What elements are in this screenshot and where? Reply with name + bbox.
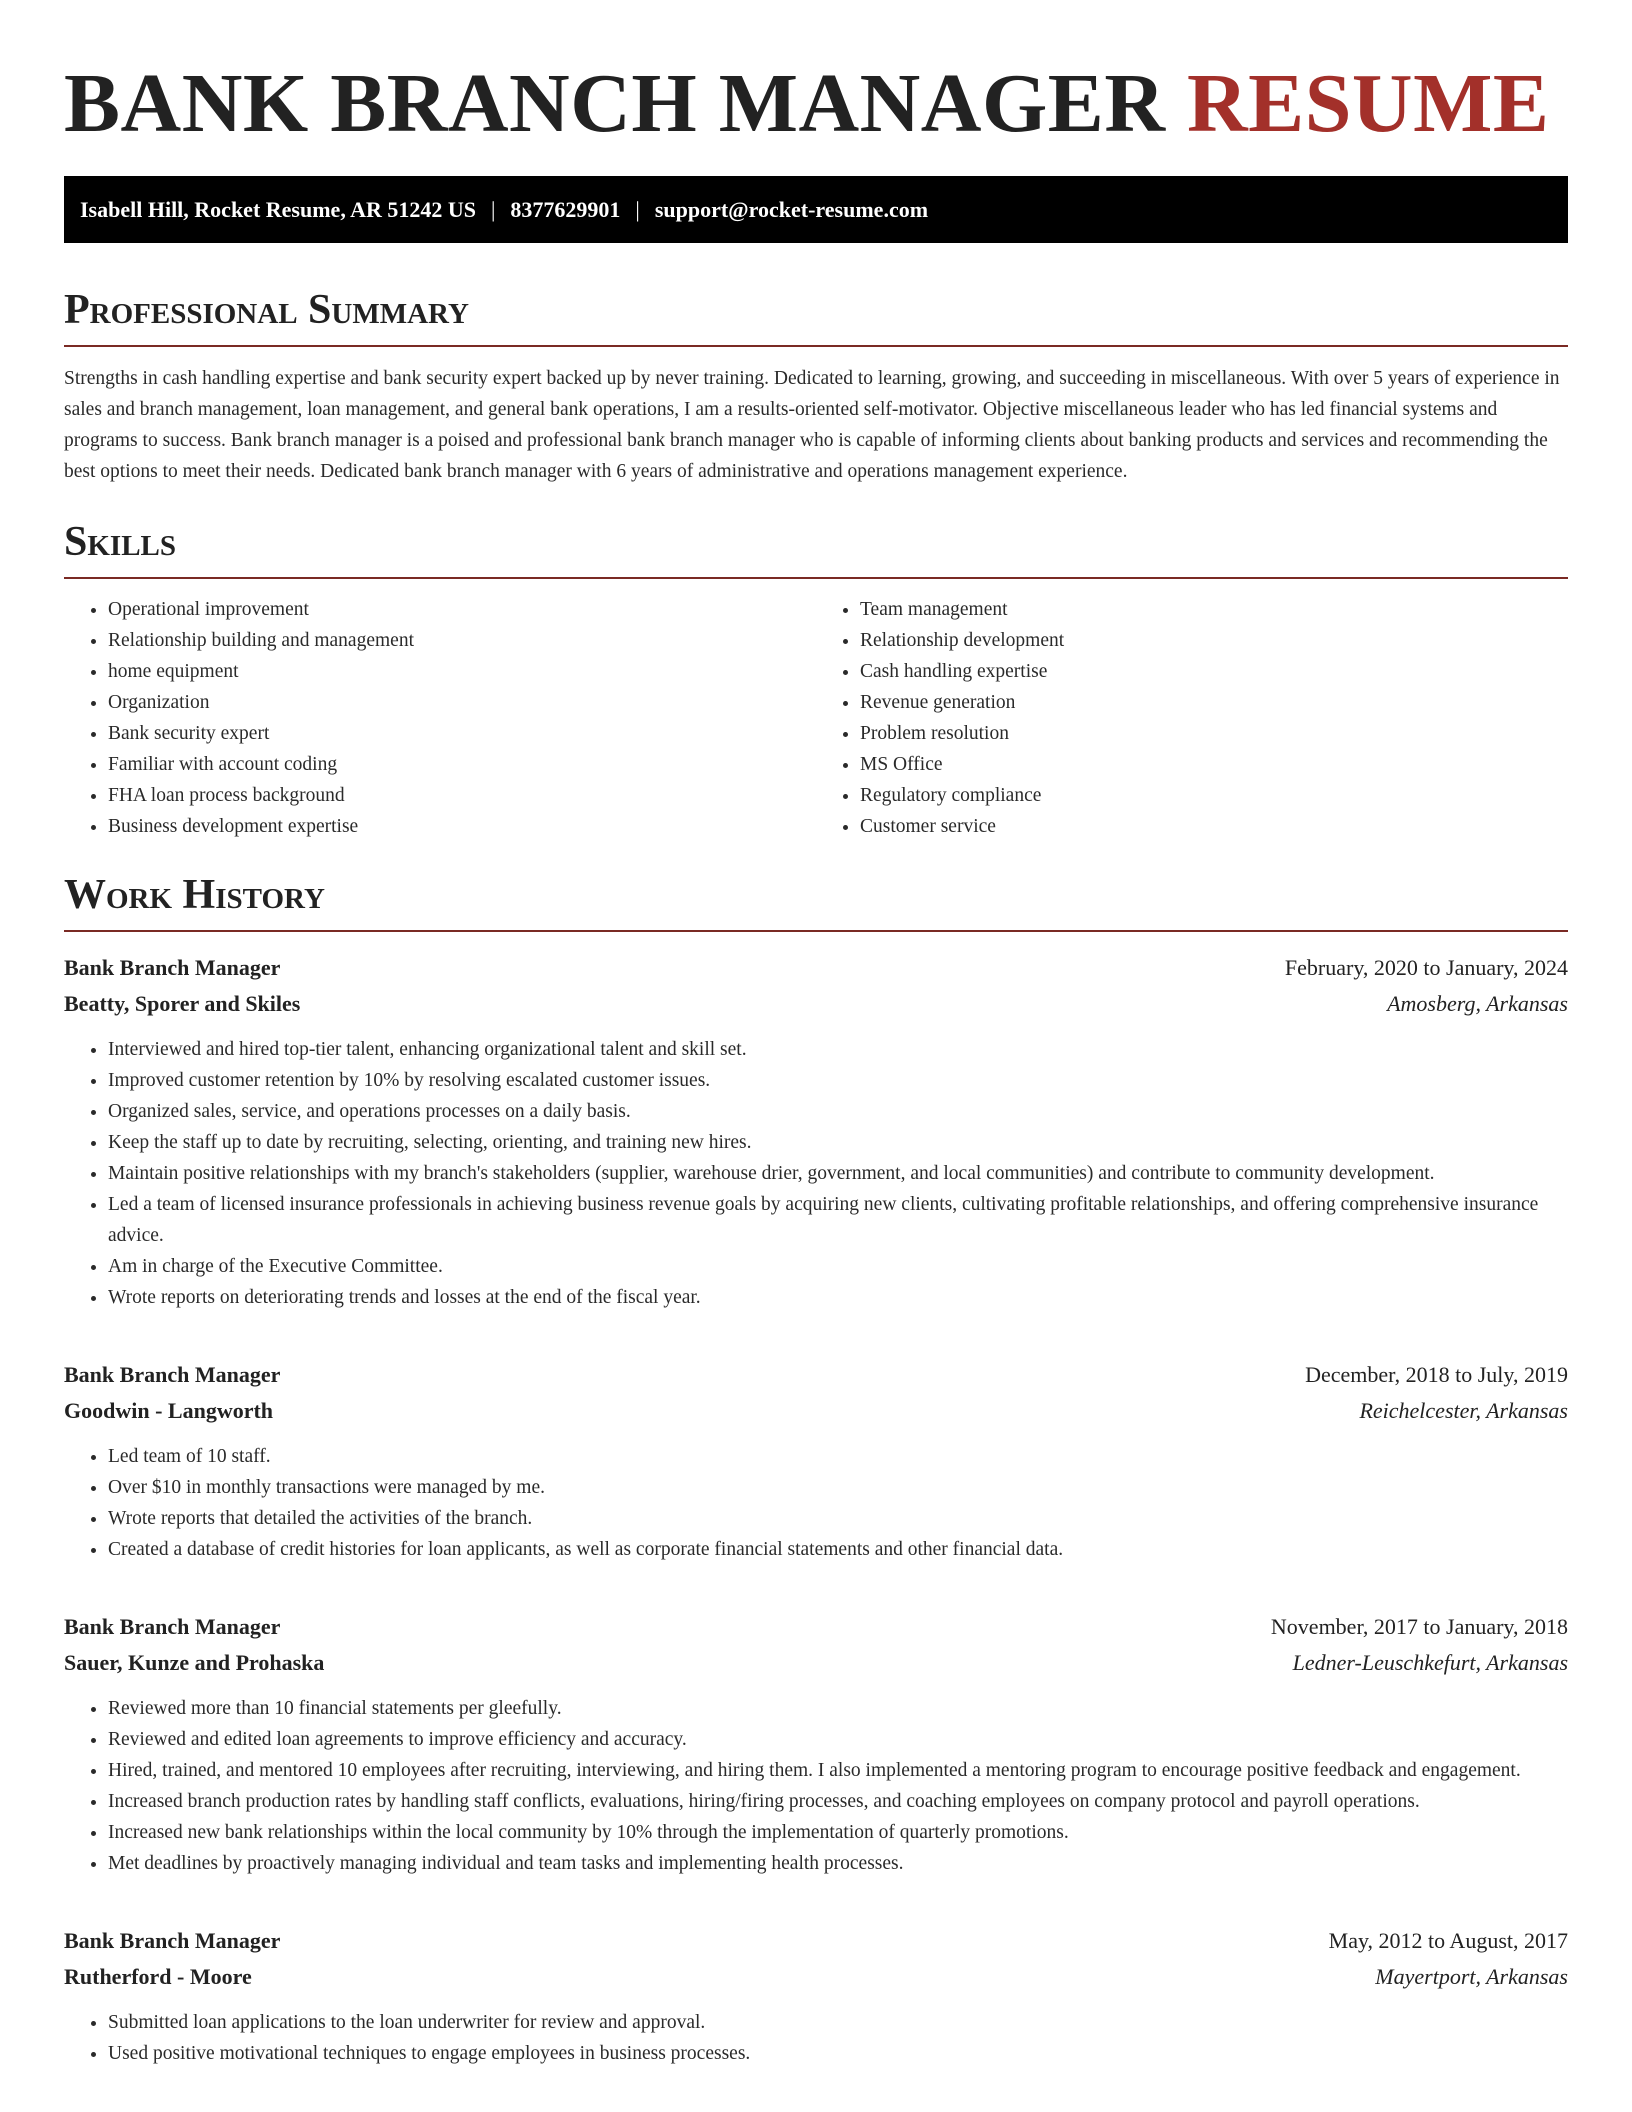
skill-item: • Cash handling expertise (860, 656, 1568, 687)
skills-list-left (64, 594, 816, 842)
section-divider (64, 577, 1568, 579)
job-location: Mayertport, Arkansas (1375, 1964, 1568, 1989)
title-main: BANK BRANCH MANAGER (64, 57, 1166, 150)
skill-item: • Relationship building and management (108, 625, 816, 656)
resume-title (64, 0, 1568, 154)
contact-email: support@rocket-resume.com (654, 196, 929, 222)
job-duty-item: • Met deadlines by proactively managing individual and team tasks and implementing health processes. (108, 1848, 1568, 1879)
job-title: Bank Branch Manager (64, 1614, 281, 1639)
job-company-row (64, 1393, 1568, 1429)
job-duty-item: • Submitted loan applications to the loan underwriter for review and approval. (108, 2007, 1568, 2038)
job-duty-item: • Increased new bank relationships within the local community by 10% through the implementation of quarterly promotions. (108, 1817, 1568, 1848)
job-location: Ledner-Leuschkefurt, Arkansas (1292, 1650, 1568, 1675)
job-company-row (64, 1959, 1568, 1995)
job-entry (64, 1357, 1568, 1565)
job-dates: February, 2020 to January, 2024 (1284, 955, 1568, 980)
job-duty-item: • Maintain positive relationships with my branch's stakeholders (supplier, warehouse drier, government, and local communities) and contribute to community development. (108, 1158, 1568, 1189)
job-duty-item: • Improved customer retention by 10% by resolving escalated customer issues. (108, 1065, 1568, 1096)
skill-item: • Regulatory compliance (860, 780, 1568, 811)
section-divider (64, 345, 1568, 347)
job-title: Bank Branch Manager (64, 1928, 281, 1953)
job-entry (64, 1609, 1568, 1879)
job-company: Sauer, Kunze and Prohaska (64, 1650, 325, 1675)
skill-item: • Revenue generation (860, 687, 1568, 718)
job-dates: November, 2017 to January, 2018 (1270, 1614, 1568, 1639)
job-title: Bank Branch Manager (64, 955, 281, 980)
job-header-row (64, 1609, 1568, 1645)
job-duty-item: • Reviewed and edited loan agreements to improve efficiency and accuracy. (108, 1724, 1568, 1755)
skill-item: • Problem resolution (860, 718, 1568, 749)
job-list (64, 950, 1568, 2069)
job-location: Amosberg, Arkansas (1387, 991, 1568, 1016)
job-duty-item: • Keep the staff up to date by recruiting, selecting, orienting, and training new hires. (108, 1127, 1568, 1158)
job-duty-item: • Led a team of licensed insurance professionals in achieving business revenue goals by acquiring new clients, cultivating profitable relationships, and offering comprehensive insurance advice. (108, 1189, 1568, 1251)
summary-heading: Professional Summary (64, 287, 469, 333)
contact-bar (64, 176, 1568, 243)
skill-item: • Organization (108, 687, 816, 718)
job-duty-item: • Increased branch production rates by handling staff conflicts, evaluations, hiring/firing processes, and coaching employees on company protocol and payroll operations. (108, 1786, 1568, 1817)
job-duties (64, 2007, 1568, 2069)
skills-section (64, 517, 1568, 842)
work-history-heading: Work History (64, 872, 325, 918)
job-duty-item: • Wrote reports on deteriorating trends and losses at the end of the fiscal year. (108, 1282, 1568, 1313)
skill-item: • FHA loan process background (108, 780, 816, 811)
section-divider (64, 930, 1568, 932)
job-header-row (64, 1357, 1568, 1393)
skill-item: • Business development expertise (108, 811, 816, 842)
skill-item: • Familiar with account coding (108, 749, 816, 780)
contact-phone: 8377629901 (510, 196, 621, 222)
skill-item: • Relationship development (860, 625, 1568, 656)
skill-item: • MS Office (860, 749, 1568, 780)
summary-text: Strengths in cash handling expertise and bank security expert backed up by never training. Dedicated to learning, growing, and succeeding in miscellaneous. With over 5 years of experience in sales and branch management, loan management, and general bank operations, I am a results-oriented self-motivator. Objective miscellaneous leader who has led financial systems and programs to success. Bank branch manager is a poised and professional bank branch manager who is capable of informing clients about banking products and services and recommending the best options to meet their needs. Dedicated bank branch manager with 6 years of administrative and operations management experience. (64, 368, 1560, 482)
contact-separator: | (635, 196, 640, 222)
job-entry (64, 950, 1568, 1313)
job-duty-item: • Used positive motivational techniques to engage employees in business processes. (108, 2038, 1568, 2069)
job-duty-item: • Hired, trained, and mentored 10 employees after recruiting, interviewing, and hiring them. I also implemented a mentoring program to encourage positive feedback and engagement. (108, 1755, 1568, 1786)
job-title: Bank Branch Manager (64, 1362, 281, 1387)
summary-section (64, 285, 1568, 487)
job-duties (64, 1034, 1568, 1313)
job-header-row (64, 1923, 1568, 1959)
job-duty-item: • Interviewed and hired top-tier talent, enhancing organizational talent and skill set. (108, 1034, 1568, 1065)
job-company: Goodwin - Langworth (64, 1398, 274, 1423)
job-header-row (64, 950, 1568, 986)
job-duty-item: • Reviewed more than 10 financial statements per gleefully. (108, 1693, 1568, 1724)
job-duty-item: • Led team of 10 staff. (108, 1441, 1568, 1472)
job-company: Beatty, Sporer and Skiles (64, 991, 301, 1016)
job-duty-item: • Wrote reports that detailed the activities of the branch. (108, 1503, 1568, 1534)
skill-item: • Team management (860, 594, 1568, 625)
job-duty-item: • Created a database of credit histories for loan applicants, as well as corporate financial statements and other financial data. (108, 1534, 1568, 1565)
contact-address: Isabell Hill, Rocket Resume, AR 51242 US (80, 196, 476, 222)
skills-heading: Skills (64, 519, 177, 565)
job-dates: December, 2018 to July, 2019 (1305, 1362, 1568, 1387)
job-duty-item: • Over $10 in monthly transactions were managed by me. (108, 1472, 1568, 1503)
job-duty-item: • Am in charge of the Executive Committee. (108, 1251, 1568, 1282)
job-duties (64, 1693, 1568, 1879)
skills-columns (64, 594, 1568, 842)
job-company: Rutherford - Moore (64, 1964, 252, 1989)
job-company-row (64, 1645, 1568, 1681)
skill-item: • Bank security expert (108, 718, 816, 749)
job-location: Reichelcester, Arkansas (1359, 1398, 1568, 1423)
title-accent: RESUME (1187, 57, 1550, 150)
job-duties (64, 1441, 1568, 1565)
skill-item: • Operational improvement (108, 594, 816, 625)
job-entry (64, 1923, 1568, 2069)
skill-item: • home equipment (108, 656, 816, 687)
job-company-row (64, 986, 1568, 1022)
contact-separator: | (491, 196, 496, 222)
job-duty-item: • Organized sales, service, and operations processes on a daily basis. (108, 1096, 1568, 1127)
skills-list-right (816, 594, 1568, 842)
skill-item: • Customer service (860, 811, 1568, 842)
job-dates: May, 2012 to August, 2017 (1328, 1928, 1568, 1953)
work-history-section (64, 870, 1568, 2069)
